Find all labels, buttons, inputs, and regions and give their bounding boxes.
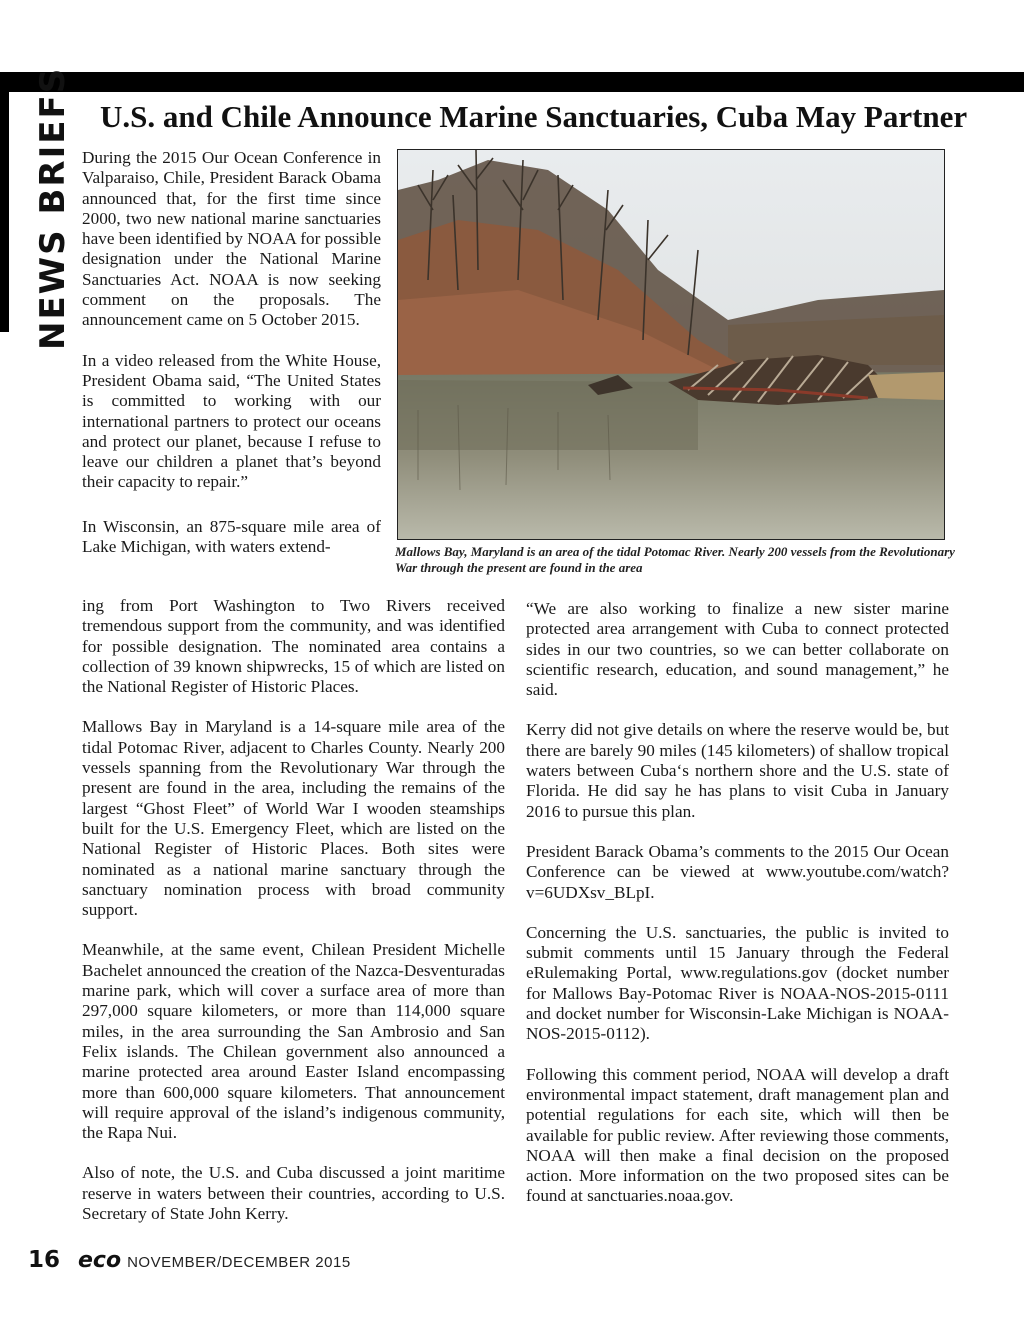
right-paragraph-4: Concerning the U.S. sanctuaries, the public is invited to submit comments until 15 January through the Federal eRulemaking Portal, www.regulations.gov (docket number for Mallows Bay-Potomac River is NOAA-NOS-2015-0111 and docket number for Wisconsin-Lake Michigan is NOAA-NOS-2015-0112).	[526, 922, 949, 1044]
left-paragraph-3: Meanwhile, at the same event, Chilean President Michelle Bachelet announced the creation of the Nazca-Desventuradas marine park, which will cover a surface area of more than 297,000 square kilometers, or more than 114,000 square miles, in the area surrounding the San Ambrosio and San Felix islands. The Chilean government also announced a marine protected area around Easter Island encompassing more than 600,000 square kilometers. That announcement will require approval of the island’s indigenous community, the Rapa Nui.	[82, 940, 505, 1143]
right-paragraph-1: “We are also working to finalize a new sister marine protected area arrangement with Cuba to connect protected sides in our two countries, so we can better collaborate on scientific research, education, and sound management,” he said.	[526, 599, 949, 700]
right-column	[526, 599, 949, 1227]
page-footer	[28, 1247, 351, 1277]
right-paragraph-2: Kerry did not give details on where the reserve would be, but there are barely 90 miles (145 kilometers) of shallow tropical waters between Cuba‘s northern shore and the U.S. state of Florida. He did say he has plans to visit Cuba in January 2016 to pursue this plan.	[526, 720, 949, 821]
left-column	[82, 596, 505, 1244]
intro-paragraph-2: In a video released from the White House, President Obama said, “The United States is committed to working with our international partners to protect our oceans and protect our planet, because I refuse to leave our children a planet that’s beyond their capacity to repair.”	[82, 350, 381, 492]
article-headline: U.S. and Chile Announce Marine Sanctuaries, Cuba May Partner	[100, 99, 968, 134]
photo-caption: Mallows Bay, Maryland is an area of the tidal Potomac River. Nearly 200 vessels from the Revolutionary War through the present are found in the area	[395, 544, 955, 575]
right-paragraph-5: Following this comment period, NOAA will develop a draft environmental impact statement, draft management plan and potential regulations for each site, which will then be available for public review. After reviewing those comments, NOAA will then make a final decision on the proposed action. More information on the two proposed sites can be found at sanctuaries.noaa.gov.	[526, 1064, 949, 1206]
magazine-logo: eco	[78, 1248, 122, 1273]
section-label: NEWS BRIEFS	[33, 66, 73, 350]
left-paragraph-1: ing from Port Washington to Two Rivers received tremendous support from the community, and was identified for possible designation. The nominated area contains a collection of 39 known shipwrecks, 15 of which are listed on the National Register of Historic Places.	[82, 596, 505, 697]
section-tab-edge	[0, 72, 9, 332]
intro-paragraph-1: During the 2015 Our Ocean Conference in Valparaiso, Chile, President Barack Obama announced that, for the first time since 2000, two new national marine sanctuaries have been identified by NOAA for possible designation under the National Marine Sanctuaries Act. NOAA is now seeking comment on the proposals. The announcement came on 5 October 2015.	[82, 148, 381, 330]
left-paragraph-2: Mallows Bay in Maryland is a 14-square mile area of the tidal Potomac River, adjacent to Charles County. Nearly 200 vessels spanning from the Revolutionary War through the present are found in the area, including the remains of the largest “Ghost Fleet” of World War I wooden steamships built for the U.S. Emergency Fleet, which are listed on the National Register of Historic Places. Both sites were nominated as a national marine sanctuary through the sanctuary nomination process with broad community support.	[82, 717, 505, 920]
article-photo	[397, 149, 945, 540]
header-rule	[0, 72, 1024, 92]
issue-date: NOVEMBER/DECEMBER 2015	[127, 1254, 351, 1271]
page-number: 16	[28, 1247, 61, 1273]
intro-paragraph-3: In Wisconsin, an 875-square mile area of Lake Michigan, with waters extend-	[82, 516, 381, 557]
right-paragraph-3: President Barack Obama’s comments to the 2015 Our Ocean Conference can be viewed at www.youtube.com/watch?v=6UDXsv_BLpI.	[526, 841, 949, 902]
intro-column	[82, 148, 381, 557]
mallows-bay-photo	[398, 150, 944, 539]
left-paragraph-4: Also of note, the U.S. and Cuba discussed a joint maritime reserve in waters between their countries, according to U.S. Secretary of State John Kerry.	[82, 1163, 505, 1224]
